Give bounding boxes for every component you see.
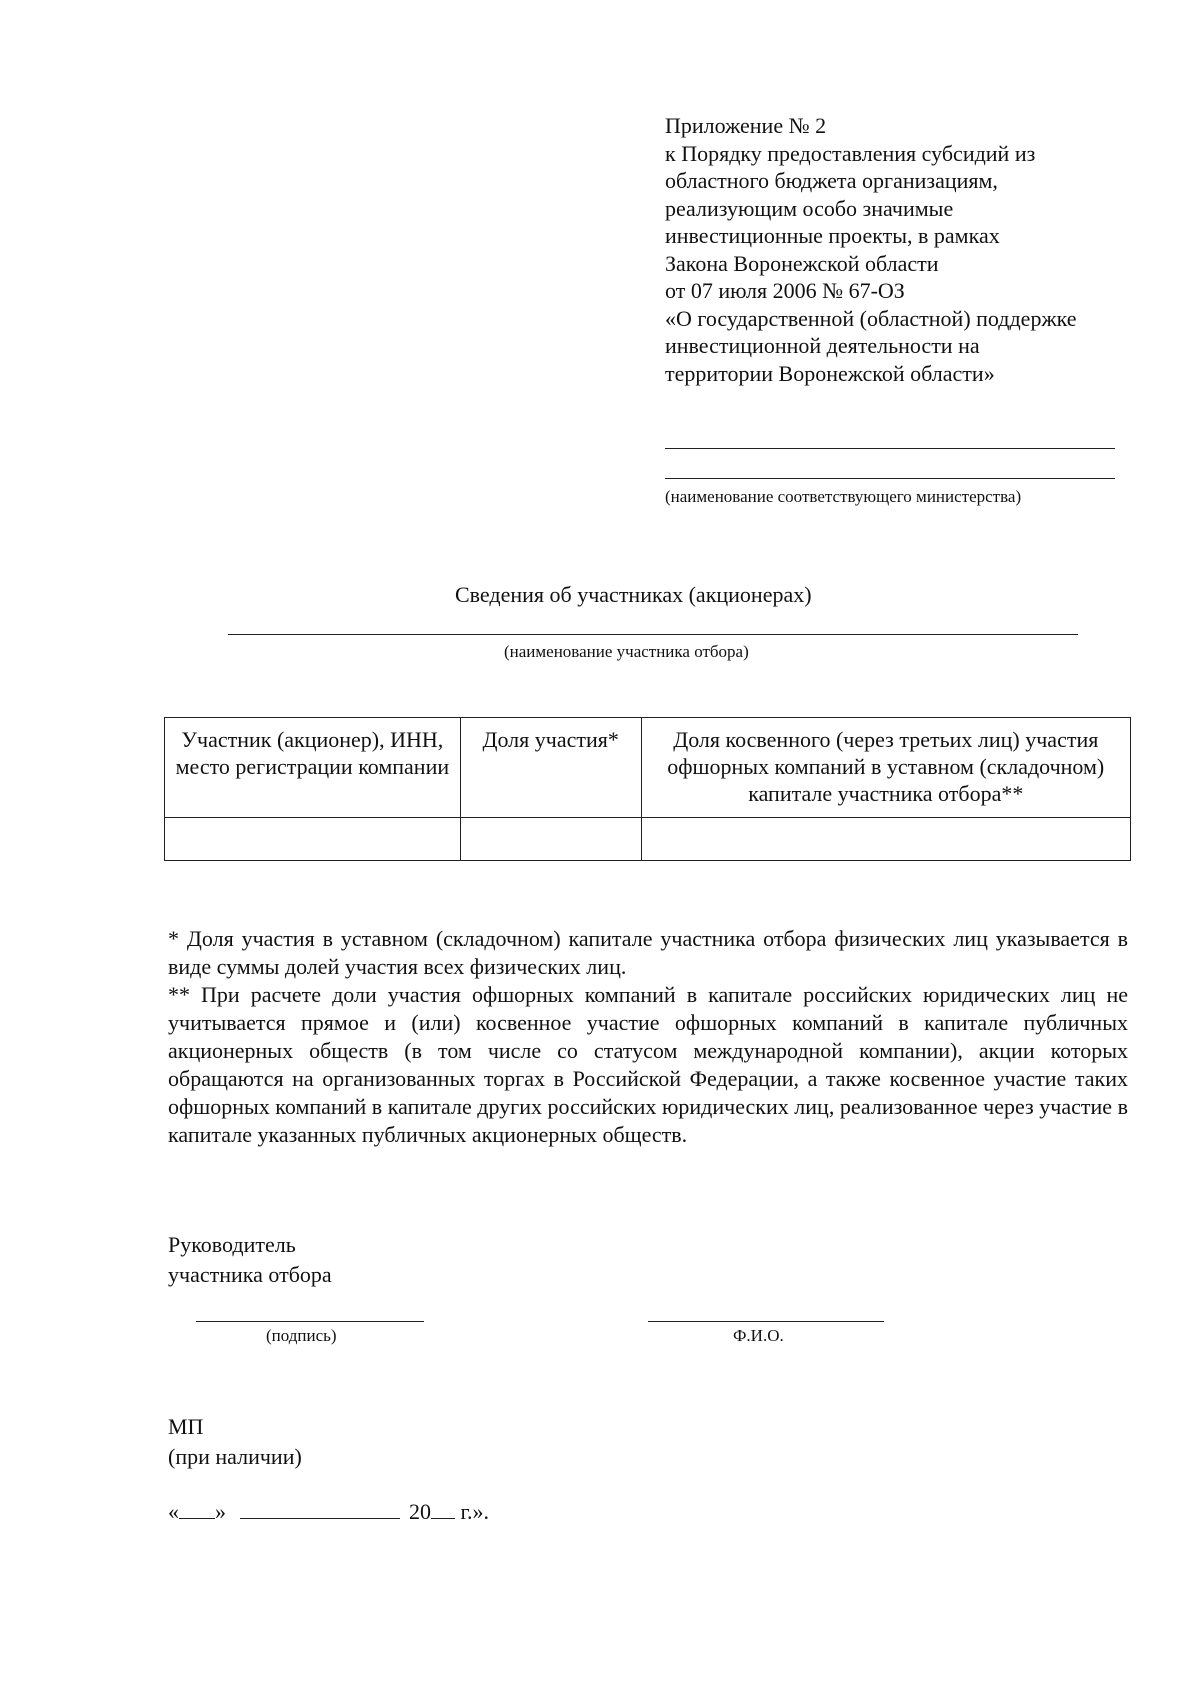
- appendix-line: реализующим особо значимые: [665, 195, 954, 221]
- appendix-line: Приложение № 2: [665, 113, 827, 138]
- footnotes: [168, 925, 1128, 1149]
- date-month-blank[interactable]: [240, 1498, 400, 1519]
- table-header-row: [165, 718, 1131, 818]
- appendix-header: [665, 112, 1145, 387]
- header-share: Доля участия*: [460, 718, 641, 818]
- date-year-blank[interactable]: [431, 1498, 455, 1519]
- appendix-line: инвестиционные проекты, в рамках: [665, 223, 1000, 248]
- head-title-line2: участника отбора: [168, 1262, 332, 1287]
- date-open-quote: «: [168, 1499, 179, 1524]
- date-day-blank[interactable]: [179, 1498, 215, 1519]
- appendix-line: инвестиционной деятельности на: [665, 333, 980, 358]
- header-offshore-share: Доля косвенного (через третьих лиц) участия офшорных компаний в уставном (складочном) капитале участника отбора**: [641, 718, 1130, 818]
- footnote-2: ** При расчете доли участия офшорных компаний в капитале российских юридических лиц не учитывается прямое и (или) косвенное участие офшорных компаний в капитале публичных акционерных обществ (в том числе со статусом международной компании), акции которых обращаются на организованных торгах в Российской Федерации, а также косвенное участие таких офшорных компаний в капитале других российских юридических лиц, реализованное через участие в капитале указанных публичных акционерных обществ.: [168, 982, 1128, 1147]
- appendix-line: областного бюджета организациям,: [665, 168, 998, 193]
- header-participant: Участник (акционер), ИНН, место регистрации компании: [165, 718, 461, 818]
- date-close-quote: »: [215, 1499, 226, 1524]
- seal-note: (при наличии): [168, 1444, 302, 1469]
- shareholders-table: [164, 717, 1131, 861]
- table-row: [165, 818, 1131, 861]
- ministry-blank-line: [665, 478, 1115, 479]
- head-title-line1: Руководитель: [168, 1232, 296, 1257]
- appendix-line: к Порядку предоставления субсидий из: [665, 140, 1036, 166]
- participant-blank-line: [228, 634, 1078, 635]
- ministry-caption: (наименование соответствующего министерства): [665, 487, 1022, 506]
- appendix-line: территории Воронежской области»: [665, 360, 995, 386]
- appendix-line: от 07 июля 2006 № 67-ОЗ: [665, 278, 905, 303]
- date-line: [168, 1497, 489, 1526]
- appendix-line: «О государственной (областной) поддержке: [665, 305, 1077, 331]
- signature-caption: (подпись): [266, 1326, 337, 1345]
- participant-caption: (наименование участника отбора): [504, 642, 749, 661]
- name-caption: Ф.И.О.: [733, 1326, 784, 1345]
- appendix-line: Закона Воронежской области: [665, 250, 939, 276]
- date-year-prefix: 20: [409, 1499, 431, 1524]
- seal-mp: МП: [168, 1414, 204, 1439]
- footnote-1: * Доля участия в уставном (складочном) капитале участника отбора физических лиц указывается в виде суммы долей участия всех физических лиц.: [168, 926, 1128, 979]
- date-suffix: г.».: [460, 1499, 490, 1524]
- signature-line[interactable]: [196, 1321, 424, 1322]
- table-cell-share[interactable]: [460, 818, 641, 861]
- name-line[interactable]: [648, 1321, 884, 1322]
- ministry-blank-line: [665, 448, 1115, 449]
- table-cell-offshore-share[interactable]: [641, 818, 1130, 861]
- table-cell-participant[interactable]: [165, 818, 461, 861]
- page-title: Сведения об участниках (акционерах): [455, 582, 812, 607]
